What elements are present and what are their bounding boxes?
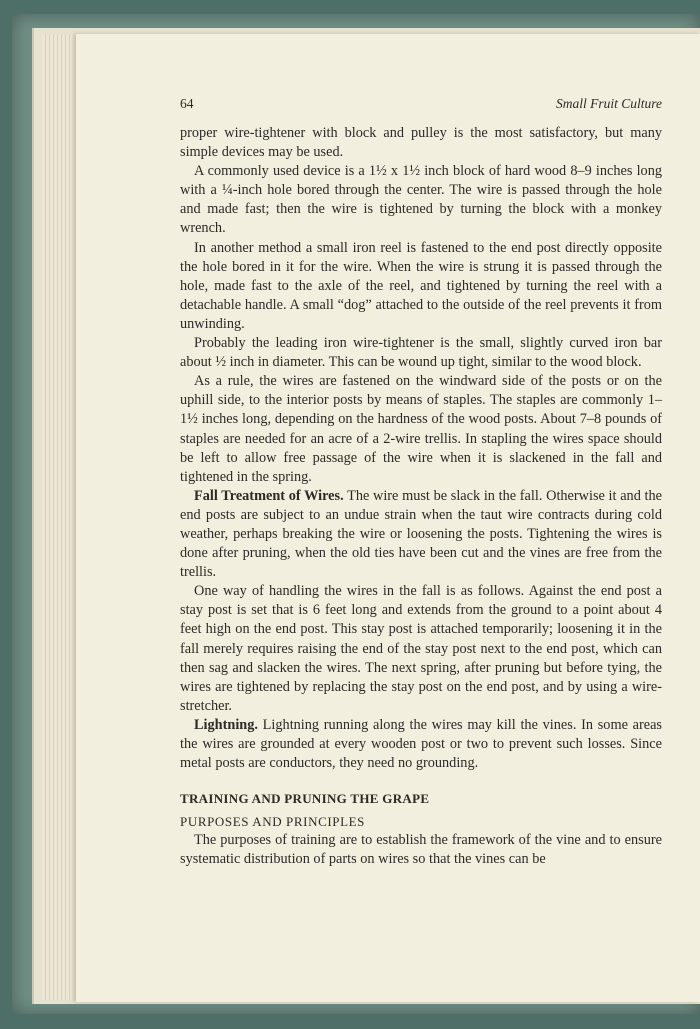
subsection-heading: PURPOSES AND PRINCIPLES	[180, 814, 366, 830]
paragraph: proper wire-tightener with block and pulley is the most satisfactory, but many simple devices may be used.	[180, 125, 662, 161]
running-head	[180, 96, 662, 116]
paragraph-fall-treatment	[180, 487, 662, 582]
running-title: Small Fruit Culture	[555, 96, 662, 111]
paragraph: In another method a small iron reel is fastened to the end post directly opposite the hole bored in it for the wire. When the wire is strung it is passed through the hole, made fast to the axle of the reel, and tightened by turning the reel with a detachable handle. A small “dog” attached to the outside of the reel prevents it from unwinding.	[180, 239, 662, 332]
paragraph: A commonly used device is a 1½ x 1½ inch block of hard wood 8–9 inches long with a ¼-inch hole bored through the center. The wire is passed through the hole and made fast; then the wire is tightened by turning the block with a monkey wrench.	[180, 163, 662, 237]
page-number: 64	[180, 96, 194, 111]
paragraph-lightning	[180, 716, 662, 773]
section-heading: TRAINING AND PRUNING THE GRAPE	[180, 791, 430, 807]
paragraph: One way of handling the wires in the fall is as follows. Against the end post a stay post is set that is 6 feet long and extends from the ground to a point about 4 feet high on the end post. This stay post is attached temporarily; loosening it in the fall merely requires raising the end of the stay post next to the end post, which can then sag and slacken the wires. The next spring, after pruning but before tying, the wires are tightened by replacing the stay post on the end post, and by using a wire-stretcher.	[180, 583, 662, 714]
fall-treatment-heading: Fall Treatment of Wires.	[194, 487, 344, 504]
paragraph: Probably the leading iron wire-tightener is the small, slightly curved iron bar about ½ inch in diameter. This can be wound up tight, similar to the wood block.	[180, 335, 662, 371]
lightning-heading: Lightning.	[194, 716, 258, 733]
fall-treatment-text: The wire must be slack in the fall. Otherwise it and the end posts are subject to an undue strain when the taut wire contracts during cold weather, perhaps breaking the wire or loosening the posts. Tightening the wires is done after pruning, when the old ties have been cut and the vines are free from the trellis.	[180, 487, 662, 581]
paragraph: As a rule, the wires are fastened on the windward side of the posts or on the uphill side, to the interior posts by means of staples. The staples are commonly 1–1½ inches long, depending on the hardness of the wood posts. About 7–8 pounds of staples are needed for an acre of a 2-wire trellis. In stapling the wires space should be left to allow free passage of the wire when it is slackened in the fall and tightened in the spring.	[180, 373, 662, 485]
paragraph: The purposes of training are to establish the framework of the vine and to ensure systematic distribution of parts on wires so that the vines can be	[180, 832, 662, 868]
running-head-overlay	[180, 96, 662, 116]
body-text	[180, 124, 662, 869]
lightning-text: Lightning running along the wires may kill the vines. In some areas the wires are grounded at every wooden post or two to prevent such losses. Since metal posts are conductors, they need no grounding.	[180, 716, 662, 772]
